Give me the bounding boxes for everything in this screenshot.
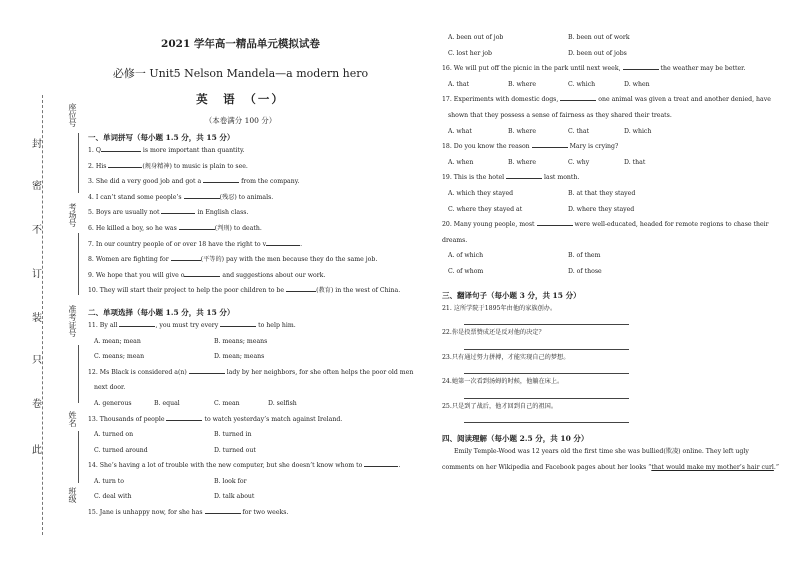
question-row: 7. In our country people of or over 18 have the right to v . xyxy=(88,237,393,253)
answer-blank[interactable] xyxy=(364,458,398,467)
option[interactable]: B. means; means xyxy=(214,337,268,345)
answer-blank[interactable] xyxy=(108,159,142,168)
option[interactable]: B. look for xyxy=(214,477,247,485)
question-row: 1. Q is more important than quantity. xyxy=(88,143,393,159)
exam-title: 2021 学年高一精品单元模拟试卷 xyxy=(161,38,320,50)
answer-blank[interactable] xyxy=(203,174,239,183)
passage-line: comments on her Wikipedia and Facebook pages about her looks “that would make my mother’s hair curl.” xyxy=(442,464,780,472)
option-row xyxy=(88,474,393,490)
answer-line[interactable] xyxy=(464,365,629,374)
answer-line[interactable] xyxy=(464,341,629,350)
question-row: 12. Ms Black is considered a(n) lady by her neighbors, for she often helps the poor old men xyxy=(88,365,393,381)
option[interactable]: A. when xyxy=(448,158,474,166)
exam-room-field[interactable] xyxy=(78,233,79,295)
option-row xyxy=(88,427,393,443)
answer-blank[interactable] xyxy=(266,237,300,246)
option[interactable]: C. turned around xyxy=(94,446,148,454)
option[interactable]: B. at that they stayed xyxy=(568,189,636,197)
question-continuation: shown that they possess a sense of fairness as they shared their treats. xyxy=(448,111,672,119)
question-row: 4. I can’t stand some people’s (残忍) to animals. xyxy=(88,190,393,206)
option[interactable]: C. which xyxy=(568,80,596,88)
answer-blank[interactable] xyxy=(537,217,573,226)
option-row xyxy=(442,186,747,202)
question-row: 13. Thousands of people to watch yesterday’s match against Ireland. xyxy=(88,412,393,428)
option[interactable]: D. talk about xyxy=(214,493,255,501)
question-row: 5. Boys are usually not in English class. xyxy=(88,205,393,221)
option[interactable]: D. been out of jobs xyxy=(568,49,627,57)
admission-number-field[interactable] xyxy=(78,345,79,403)
option[interactable]: C. of whom xyxy=(448,267,484,275)
question-row: 3. She did a very good job and got a from the company. xyxy=(88,174,393,190)
seal-char: 密 xyxy=(32,177,42,192)
option[interactable]: C. why xyxy=(568,158,590,166)
option-row xyxy=(442,155,747,171)
name-field[interactable] xyxy=(78,431,79,483)
option[interactable]: D. which xyxy=(624,127,652,135)
answer-blank[interactable] xyxy=(560,92,596,101)
option-row xyxy=(442,248,747,264)
option[interactable]: C. means; mean xyxy=(94,353,145,361)
question-row: 6. He killed a boy, so he was (判刑) to death. xyxy=(88,221,393,237)
option[interactable]: B. turned in xyxy=(214,431,252,439)
answer-blank[interactable] xyxy=(184,268,220,277)
seal-char: 不 xyxy=(32,221,42,236)
option[interactable]: D. where they stayed xyxy=(568,205,635,213)
option[interactable]: C. deal with xyxy=(94,493,132,501)
answer-blank[interactable] xyxy=(184,190,220,199)
seal-char: 此 xyxy=(32,441,42,456)
section-heading: 一、单词拼写（每小题 1.5 分，共 15 分） xyxy=(88,133,235,142)
option[interactable]: B. been out of work xyxy=(568,34,630,41)
question-row: 15. Jane is unhappy now, for she has for two weeks. xyxy=(88,505,393,521)
answer-blank[interactable] xyxy=(623,61,659,70)
option-row xyxy=(442,202,747,218)
subject-heading: 英 语 （一） xyxy=(196,92,285,106)
answer-blank[interactable] xyxy=(171,252,201,261)
option-row xyxy=(88,396,393,412)
answer-blank[interactable] xyxy=(101,143,141,152)
answer-blank[interactable] xyxy=(506,170,542,179)
seal-char: 只 xyxy=(32,351,42,366)
option[interactable]: A. of which xyxy=(448,252,484,260)
question-row: 19. This is the hotel last month. xyxy=(442,170,747,186)
question-continuation: next door. xyxy=(94,384,126,392)
answer-blank[interactable] xyxy=(532,139,568,148)
option[interactable]: A. turned on xyxy=(94,431,134,439)
right-column xyxy=(442,30,780,476)
option[interactable]: A. turn to xyxy=(94,477,124,485)
section-heading: 三、翻译句子（每小题 3 分，共 15 分） xyxy=(442,290,581,300)
answer-blank[interactable] xyxy=(166,412,202,421)
answer-line[interactable] xyxy=(464,414,629,423)
answer-blank[interactable] xyxy=(205,505,241,514)
option[interactable]: D. mean; means xyxy=(214,353,265,361)
seal-char: 卷 xyxy=(32,395,42,410)
question-row: 10. They will start their project to help the poor children to be (教育) in the west of China. xyxy=(88,283,393,299)
score-note: （本卷满分 100 分） xyxy=(204,116,277,125)
option[interactable]: A. what xyxy=(448,127,472,135)
question-row: 20. Many young people, most were well-educated, headed for remote regions to chase their xyxy=(442,217,747,233)
option-row xyxy=(88,443,393,459)
option-row xyxy=(88,489,393,505)
option-row xyxy=(88,334,393,350)
question-row: 18. Do you know the reason Mary is crying? xyxy=(442,139,747,155)
translation-prompt: 24.她第一次看到汤姆的时候，他躺在床上。 xyxy=(442,378,564,386)
answer-blank[interactable] xyxy=(161,205,195,214)
answer-blank[interactable] xyxy=(119,318,155,327)
class-label: 班级 xyxy=(68,487,77,503)
option[interactable]: A. that xyxy=(448,80,470,88)
option[interactable]: B. where xyxy=(508,158,537,166)
passage-line: Emily Temple-Wood was 12 years old the first time she was bullied(欺凌) online. They left ugly xyxy=(454,448,749,456)
underlined-phrase: that would make my mother’s hair curl xyxy=(651,464,774,472)
admission-number-label: 准考证号 xyxy=(68,305,77,337)
option-row xyxy=(442,124,747,140)
option[interactable]: C. lost her job xyxy=(448,49,492,57)
seal-char: 订 xyxy=(32,265,42,280)
option[interactable]: A. mean; mean xyxy=(94,337,141,345)
option[interactable]: C. where they stayed at xyxy=(448,205,523,213)
answer-line[interactable] xyxy=(464,316,629,325)
seat-number-field[interactable] xyxy=(78,133,79,193)
option[interactable]: A. been out of job xyxy=(448,34,504,41)
answer-blank[interactable] xyxy=(220,318,256,327)
question-row: 16. We will put off the picnic in the park until next week, the weather may be better. xyxy=(442,61,747,77)
question-row: 17. Experiments with domestic dogs, one animal was given a treat and another denied, have xyxy=(442,92,747,108)
exam-room-label: 考场号 xyxy=(68,203,77,227)
answer-line[interactable] xyxy=(464,390,629,399)
section-heading: 四、阅读理解（每小题 2.5 分，共 10 分） xyxy=(442,434,589,444)
option[interactable]: D. turned out xyxy=(214,446,256,454)
answer-blank[interactable] xyxy=(179,221,215,230)
option-row xyxy=(442,46,747,62)
option[interactable]: A. which they stayed xyxy=(448,189,514,197)
answer-blank[interactable] xyxy=(189,365,225,374)
binding-margin xyxy=(28,95,88,535)
translation-prompt: 25.只是到了战后，他才回到自己的祖国。 xyxy=(442,402,558,410)
unit-subtitle: 必修一 Unit5 Nelson Mandela—a modern hero xyxy=(112,67,369,80)
option[interactable]: C. mean xyxy=(214,399,240,407)
name-label: 姓名 xyxy=(68,411,77,427)
translation-prompt: 21. 这所学院于1895年由他的家族创办。 xyxy=(442,304,557,312)
option[interactable]: C. that xyxy=(568,127,590,135)
option[interactable]: D. when xyxy=(624,80,650,88)
option-row xyxy=(88,349,393,365)
answer-blank[interactable] xyxy=(286,283,316,292)
option[interactable]: B. of them xyxy=(568,252,601,260)
translation-prompt: 22.你是投票赞成还是反对他的决定？ xyxy=(442,329,545,337)
option-row xyxy=(442,77,747,93)
option[interactable]: D. selfish xyxy=(268,399,297,407)
seal-char: 封 xyxy=(32,135,42,150)
option[interactable]: B. where xyxy=(508,127,537,135)
option[interactable]: A. generous xyxy=(94,399,132,407)
option[interactable]: D. that xyxy=(624,158,646,166)
question-row: 2. His (规身精神) to music is plain to see. xyxy=(88,159,393,175)
section-heading: 二、单项选择（每小题 1.5 分，共 15 分） xyxy=(88,307,235,317)
seal-char: 装 xyxy=(32,309,42,324)
question-continuation: dreams. xyxy=(442,236,468,244)
option[interactable]: B. where xyxy=(508,80,537,88)
option[interactable]: B. equal xyxy=(154,399,180,407)
seat-number-label: 座位号 xyxy=(68,103,77,127)
option-row xyxy=(442,30,747,46)
seal-dashed-line xyxy=(42,95,43,535)
question-row: 11. By all , you must try every to help him. xyxy=(88,318,393,334)
option-row xyxy=(442,264,747,280)
left-column xyxy=(88,30,414,521)
translation-prompt: 23.只有通过努力拼搏，才能实现自己的梦想。 xyxy=(442,353,570,361)
question-row: 9. We hope that you will give o and suggestions about our work. xyxy=(88,268,393,284)
question-row: 8. Women are fighting for (平等的) pay with the men because they do the same job. xyxy=(88,252,393,268)
option[interactable]: D. of those xyxy=(568,267,602,275)
question-row: 14. She’s having a lot of trouble with the new computer, but she doesn’t know whom to . xyxy=(88,458,393,474)
